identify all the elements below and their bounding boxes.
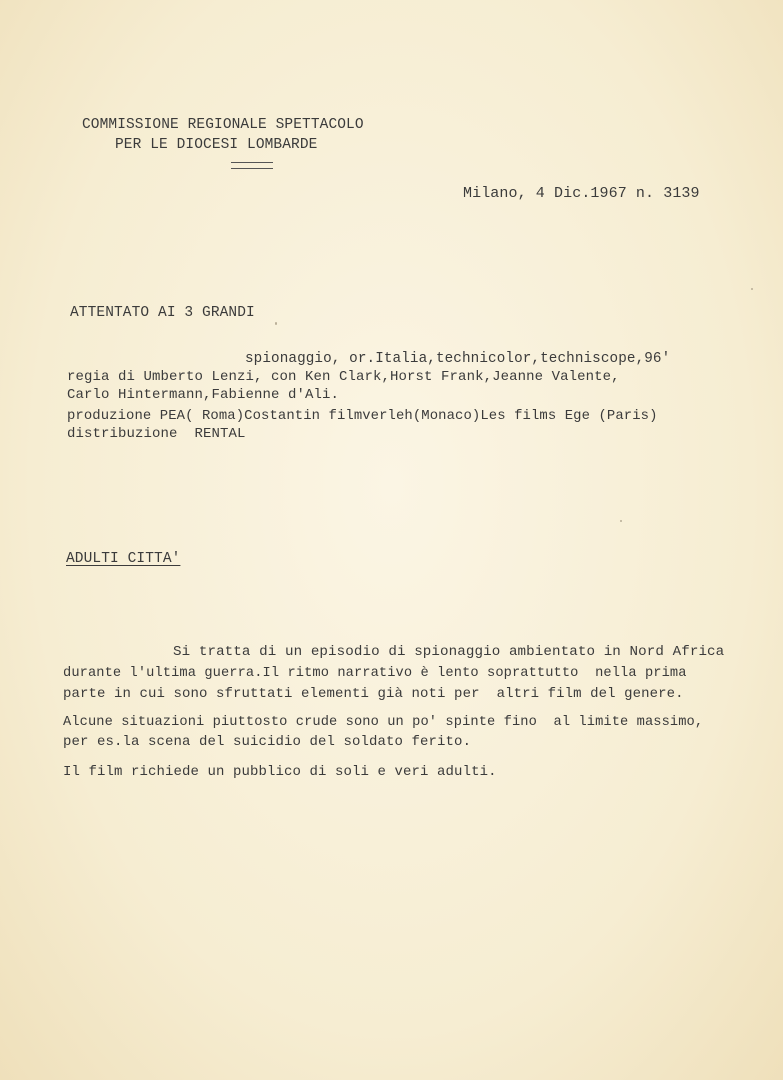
paper-speck (751, 288, 753, 290)
review-p1-line1: Si tratta di un episodio di spionaggio ambientato in Nord Africa (173, 644, 725, 660)
org-name-line2: PER LE DIOCESI LOMBARDE (115, 137, 318, 153)
org-name-line1: COMMISSIONE REGIONALE SPETTACOLO (82, 117, 364, 133)
review-p2-line1: Alcune situazioni piuttosto crude sono un po' spinte fino al limite massimo, (63, 715, 704, 730)
film-credits-line1: regia di Umberto Lenzi, con Ken Clark,Horst Frank,Jeanne Valente, (67, 369, 620, 385)
review-p1-line2: durante l'ultima guerra.Il ritmo narrativo è lento soprattutto nella prima (63, 666, 687, 681)
film-distribution-line: distribuzione RENTAL (67, 426, 246, 442)
header-separator (231, 162, 273, 169)
review-p1-line3: parte in cui sono sfruttati elementi già noti per altri film del genere. (63, 686, 684, 702)
review-p3-line1: Il film richiede un pubblico di soli e veri adulti. (63, 764, 497, 780)
film-production-line: produzione PEA( Roma)Costantin filmverleh(Monaco)Les films Ege (Paris) (67, 408, 658, 424)
review-p2-line2: per es.la scena del suicidio del soldato ferito. (63, 734, 472, 750)
paper-speck (275, 322, 277, 325)
classification-label: ADULTI CITTA' (66, 551, 181, 567)
film-title: ATTENTATO AI 3 GRANDI (70, 305, 255, 321)
film-genre-line: spionaggio, or.Italia,technicolor,techniscope,96' (245, 351, 671, 367)
film-credits-line2: Carlo Hintermann,Fabienne d'Ali. (67, 387, 340, 403)
date-reference: Milano, 4 Dic.1967 n. 3139 (463, 185, 700, 202)
paper-speck (620, 520, 622, 522)
